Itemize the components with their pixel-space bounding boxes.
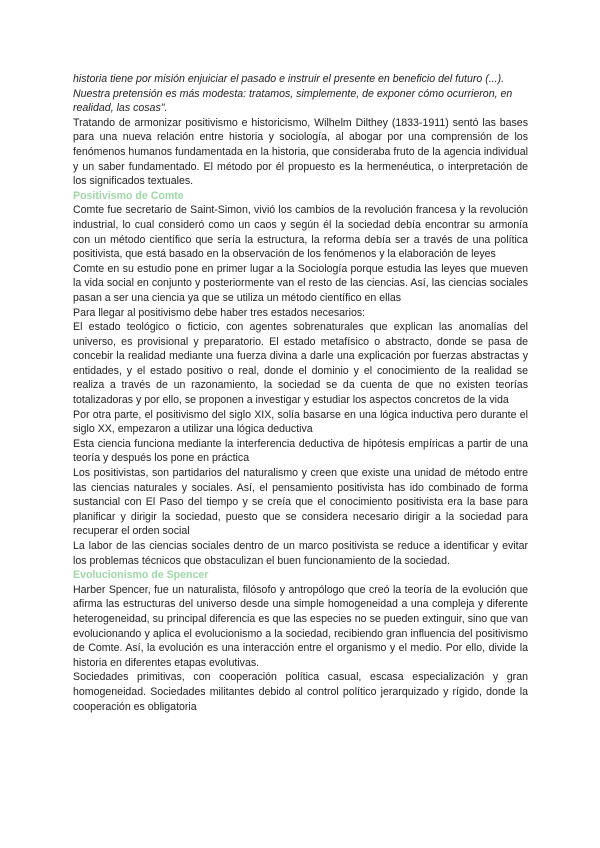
paragraph-comte-4: El estado teológico o ficticio, con agentes sobrenaturales que explican las anomalías del universo, es provisional y preparatorio. El estado metafísico o abstracto, donde se pasa de concebir la realidad mediante una fuerza divina a darle una explicación por fuerzas abstractas y entidades, y el estado positivo o real, donde el dominio y el conocimiento de la realidad se realiza a través de un razonamiento, la sociedad se da cuenta de que no existen teorías totalizadoras y por ello, se proponen a investigar y estudiar los aspectos concretos de la vida xyxy=(73,321,528,407)
document-body xyxy=(73,72,528,714)
paragraph-comte-1: Comte fue secretario de Saint-Simon, vivió los cambios de la revolución francesa y la revolución industrial, lo cual consideró como un caos y según él la sociedad debía encontrar su armonía con un método científico que sería la estructura, la reforma debía ser a través de una política positivista, que está basado en la observación de los fenómenos y la elaboración de leyes xyxy=(73,204,528,261)
paragraph-comte-7: Los positivistas, son partidarios del naturalismo y creen que existe una unidad de método entre las ciencias naturales y sociales. Así, el pensamiento positivista has ido combinado de forma sustancial con El Paso del tiempo y se creía que el conocimiento positivista era la base para planificar y dirigir la sociedad, puesto que se considera necesario dirigir a la sociedad para recuperar el orden social xyxy=(73,467,528,538)
paragraph-spencer-2: Sociedades primitivas, con cooperación política casual, escasa especialización y gran homogeneidad. Sociedades militantes debido al control político jerarquizado y rígido, donde la cooperación es obligatoria xyxy=(73,671,528,713)
paragraph-comte-2: Comte en su estudio pone en primer lugar a la Sociología porque estudia las leyes que mueven la vida social en conjunto y posteriormente van el resto de las ciencias. Así, las ciencias sociales pasan a ser una ciencia ya que se utiliza un método científico en ellas xyxy=(73,262,528,304)
heading-positivismo-comte: Positivismo de Comte xyxy=(73,189,184,202)
paragraph-dilthey: Tratando de armonizar positivismo e historicismo, Wilhelm Dilthey (1833-1911) sentó las bases para una nueva relación entre historia y sociología, al abogar por una comprensión de los fenómenos humanos fundamentada en la historia, que consideraba fruto de la agencia individual y un saber fundamentado. El método por él propuesto es la hermenéutica, o interpretación de los significados textuales. xyxy=(73,116,528,188)
quote-paragraph: historia tiene por misión enjuiciar el pasado e instruir el presente en beneficio del futuro (...). Nuestra pretensión es más modesta: tratamos, simplemente, de exponer cómo ocurrieron, en realidad, las cosas". xyxy=(73,73,513,115)
paragraph-comte-8: La labor de las ciencias sociales dentro de un marco positivista se reduce a identificar y evitar los problemas técnicos que obstaculizan el buen funcionamiento de la sociedad. xyxy=(73,540,528,567)
paragraph-comte-6: Esta ciencia funciona mediante la interferencia deductiva de hipótesis empíricas a partir de una teoría y después los pone en práctica xyxy=(73,437,528,465)
paragraph-spencer-1: Harber Spencer, fue un naturalista, filósofo y antropólogo que creó la teoría de la evolución que afirma las estructuras del universo desde una simple homogeneidad a una compleja y diferente heterogeneidad, su principal diferencia es que las especies no se pueden extinguir, sino que van evolucionando y aplica el evolucionismo a la sociedad, recibiendo gran influencia del positivismo de Comte. Así, la evolución es una interacción entre el organismo y el medio. Por ello, divide la historia en diferentes etapas evolutivas. xyxy=(73,583,528,669)
paragraph-comte-5: Por otra parte, el positivismo del siglo XIX, solía basarse en una lógica inductiva pero durante el siglo XX, empezaron a utilizar una lógica deductiva xyxy=(73,408,528,436)
paragraph-comte-3: Para llegar al positivismo debe haber tres estados necesarios: xyxy=(73,306,366,319)
heading-evolucionismo-spencer: Evolucionismo de Spencer xyxy=(73,569,209,582)
